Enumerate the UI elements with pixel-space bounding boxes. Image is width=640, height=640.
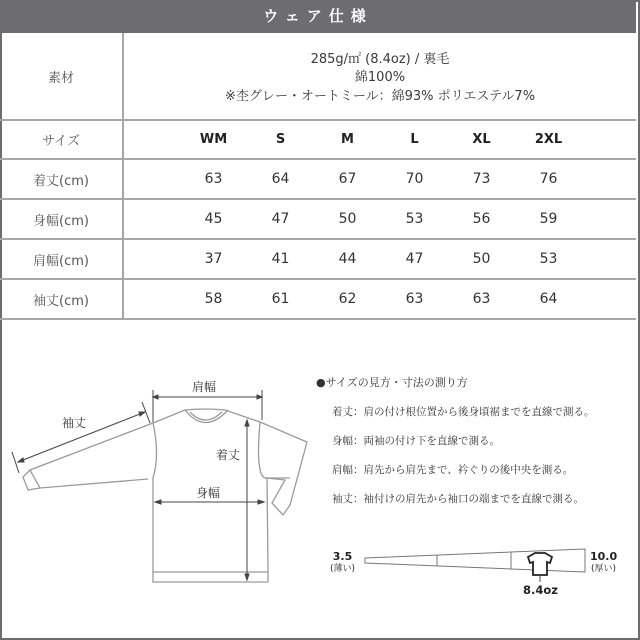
cell: 76 xyxy=(539,171,558,187)
size-wm: WM xyxy=(199,132,228,147)
scale-min-label: (薄い) xyxy=(330,564,356,574)
guide-item-sleeve-length: 袖丈：袖付けの肩先から袖口の端までを直線で測る。 xyxy=(332,493,584,505)
size-xl: XL xyxy=(472,132,491,147)
material-line: ※杢グレー・オートミール：綿93% ポリエステル7% xyxy=(224,88,536,104)
body-width-label: 身幅 xyxy=(196,486,221,500)
row-label-sleeve-length: 袖丈(cm) xyxy=(0,279,123,319)
cell: 58 xyxy=(204,291,223,307)
material-label: 素材 xyxy=(0,33,123,120)
guide-item-shoulder-width: 肩幅：肩先から肩先まで、衿ぐりの後中央を測る。 xyxy=(332,464,574,476)
cell: 53 xyxy=(539,251,558,267)
cell: 45 xyxy=(204,211,223,227)
cell: 63 xyxy=(405,291,424,307)
scale-max-label: (厚い) xyxy=(591,564,617,574)
sweatshirt-diagram-icon xyxy=(0,360,310,600)
scale-current-value: 8.4oz xyxy=(523,583,558,597)
material-line: 綿100% xyxy=(354,70,406,86)
measurement-guide xyxy=(316,374,595,520)
scale-min xyxy=(330,551,355,575)
cell: 53 xyxy=(405,211,424,227)
cell: 41 xyxy=(271,251,290,267)
scale-max-value: 10.0 xyxy=(590,550,618,563)
cell: 37 xyxy=(204,251,223,267)
cell: 70 xyxy=(405,171,424,187)
cell: 61 xyxy=(271,291,290,307)
size-m: M xyxy=(341,132,354,147)
sleeve-length-label: 袖丈 xyxy=(62,416,87,430)
size-header-label: サイズ xyxy=(0,120,123,159)
scale-min-value: 3.5 xyxy=(332,550,353,563)
cell: 62 xyxy=(338,291,357,307)
row-label-body-width: 身幅(cm) xyxy=(0,199,123,239)
guide-item-body-width: 身幅：両袖の付け下を直線で測る。 xyxy=(332,435,500,447)
cell: 64 xyxy=(271,171,290,187)
guide-item-body-length: 着丈：肩の付け根位置から後身頃裾までを直線で測る。 xyxy=(332,406,595,418)
table-row xyxy=(0,239,636,279)
table-row xyxy=(0,159,636,199)
shoulder-width-label: 肩幅 xyxy=(192,380,217,394)
material-line: 285g/㎡ (8.4oz) / 裏毛 xyxy=(310,51,450,67)
cell: 64 xyxy=(539,291,558,307)
spec-header: ウェア仕様 xyxy=(0,0,636,33)
size-header-row xyxy=(0,120,636,159)
size-l: L xyxy=(410,132,419,147)
table-row xyxy=(0,199,636,239)
cell: 47 xyxy=(405,251,424,267)
cell: 56 xyxy=(472,211,491,227)
cell: 44 xyxy=(338,251,357,267)
size-2xl: 2XL xyxy=(534,132,563,147)
size-headers xyxy=(124,132,636,147)
cell: 63 xyxy=(204,171,223,187)
cell: 67 xyxy=(338,171,357,187)
spec-table xyxy=(0,33,636,320)
cell: 50 xyxy=(338,211,357,227)
table-row xyxy=(0,279,636,319)
size-s: S xyxy=(275,132,286,147)
row-label-shoulder-width: 肩幅(cm) xyxy=(0,239,123,279)
material-value xyxy=(123,33,636,120)
cell: 63 xyxy=(472,291,491,307)
scale-max xyxy=(590,551,617,575)
cell: 47 xyxy=(271,211,290,227)
cell: 50 xyxy=(472,251,491,267)
cell: 59 xyxy=(539,211,558,227)
body-length-label: 着丈 xyxy=(216,448,241,462)
guide-title: ●サイズの見方・寸法の測り方 xyxy=(316,376,468,389)
cell: 73 xyxy=(472,171,491,187)
row-label-body-length: 着丈(cm) xyxy=(0,159,123,199)
material-row xyxy=(0,33,636,120)
